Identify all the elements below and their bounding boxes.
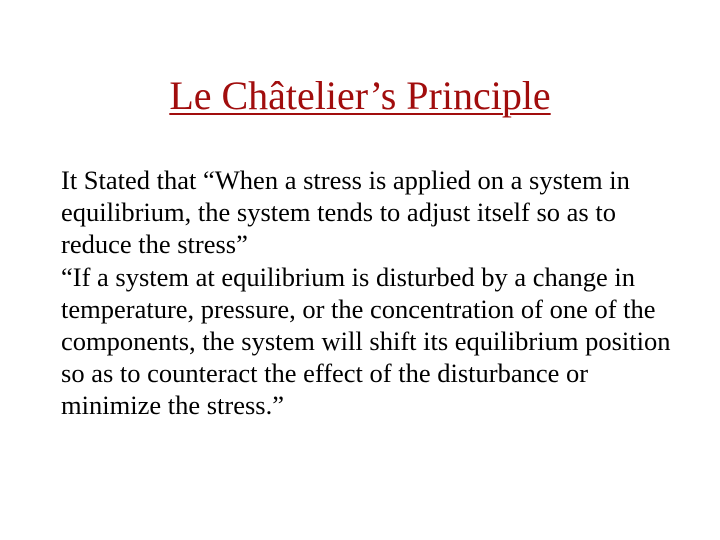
- paragraph-definition: It Stated that “When a stress is applied on a system in equilibrium, the system tends to adjust itself so as to reduce the stress”: [61, 165, 630, 260]
- slide-body: [61, 164, 681, 422]
- paragraph-explanation: “If a system at equilibrium is disturbed by a change in temperature, pressure, or the concentration of one of the components, the system will shift its equilibrium position so as to counteract the effect of the disturbance or minimize the stress.”: [61, 261, 671, 421]
- slide-title: Le Châtelier’s Principle: [169, 73, 551, 118]
